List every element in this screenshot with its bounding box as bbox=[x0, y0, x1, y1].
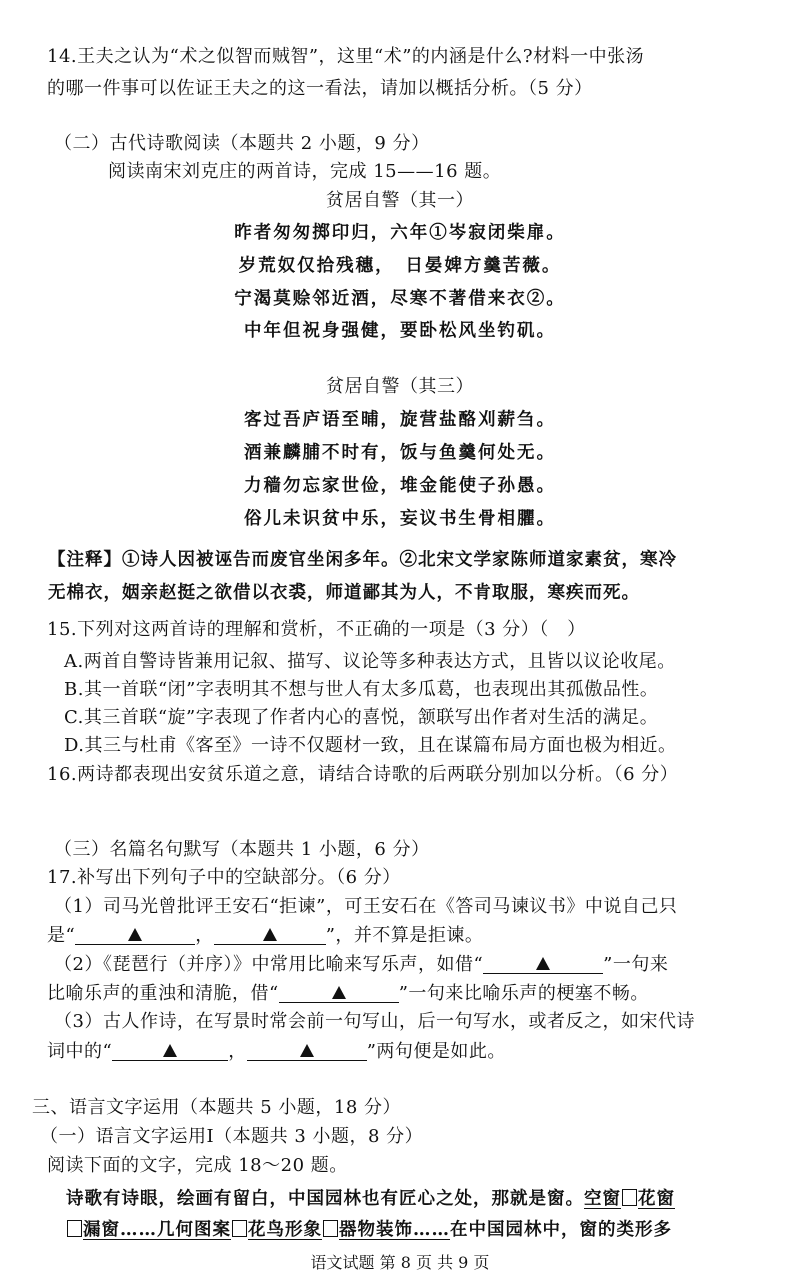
q17-blank-1[interactable] bbox=[75, 922, 195, 945]
q17-item1-text: ， bbox=[195, 925, 214, 946]
poem1-line: 昨者匆匆掷印归，六年①岑寂闭柴扉。 bbox=[234, 223, 566, 243]
passage-line1 bbox=[66, 1186, 675, 1212]
blank-box[interactable] bbox=[323, 1220, 338, 1237]
q17-item2-text: 比喻乐声的重浊和清脆，借“ bbox=[47, 983, 279, 1004]
part3-intro: 阅读下面的文字，完成 18～20 题。 bbox=[47, 1155, 348, 1176]
passage-text: 诗歌有诗眼，绘画有留白，中国园林也有匠心之处，那就是窗。 bbox=[66, 1189, 584, 1209]
note-line1: 【注释】①诗人因被诬告而废官坐闲多年。②北宋文学家陈师道家素贫，寒冷 bbox=[48, 550, 677, 570]
poem2-line: 酒兼麟脯不时有，饭与鱼羹何处无。 bbox=[244, 443, 556, 463]
poem1-line: 宁渴莫赊邻近酒，尽寒不著借来衣②。 bbox=[234, 289, 566, 309]
triangle-marker-icon bbox=[263, 928, 277, 941]
passage-underlined-text: 花窗 bbox=[638, 1189, 675, 1209]
q16-stem: 16.两诗都表现出安贫乐道之意，请结合诗歌的后两联分别加以分析。（6 分） bbox=[47, 764, 679, 785]
q17-item2-line2 bbox=[47, 980, 649, 1007]
poem1-line: 岁荒奴仅拾残穗， 日晏婢方羹苦薇。 bbox=[238, 256, 562, 276]
triangle-marker-icon bbox=[300, 1044, 314, 1057]
q14-line1: 14.王夫之认为“术之似智而贼智”，这里“术”的内涵是什么?材料一中张汤 bbox=[47, 46, 645, 67]
q17-blank-5[interactable] bbox=[112, 1038, 228, 1061]
triangle-marker-icon bbox=[536, 957, 550, 970]
q17-item2-text: （2）《琵琶行（并序）》中常用比喻来写乐声，如借“ bbox=[54, 954, 484, 975]
blank-box[interactable] bbox=[622, 1189, 637, 1206]
q17-item3-line2 bbox=[47, 1038, 506, 1065]
poem1-line: 中年但祝身强健，要卧松风坐钓矶。 bbox=[244, 321, 556, 341]
triangle-marker-icon bbox=[128, 928, 142, 941]
note-line2: 无棉衣，姻亲赵挺之欲借以衣裘，师道鄙其为人，不肯取服，寒疾而死。 bbox=[48, 583, 640, 603]
q17-item3-line1: （3）古人作诗，在写景时常会前一句写山，后一句写水，或者反之，如宋代诗 bbox=[54, 1011, 695, 1032]
passage-underlined-text: 空窗 bbox=[584, 1189, 621, 1209]
q17-item3-text: ”两句便是如此。 bbox=[366, 1041, 506, 1062]
q15-option-c: C.其三首联“旋”字表现了作者内心的喜悦，颔联写出作者对生活的满足。 bbox=[64, 707, 659, 728]
page-footer: 语文试题 第 8 页 共 9 页 bbox=[310, 1253, 490, 1272]
q17-item3-text: ， bbox=[228, 1041, 247, 1062]
triangle-marker-icon bbox=[332, 986, 346, 999]
poem1-title: 贫居自警（其一） bbox=[326, 190, 474, 211]
q15-stem: 15.下列对这两首诗的理解和赏析，不正确的一项是（3 分）（ ） bbox=[47, 619, 586, 640]
poem2-line: 客过吾庐语至晡，旋营盐酪刈薪刍。 bbox=[244, 410, 556, 430]
blank-box[interactable] bbox=[232, 1220, 247, 1237]
passage-underlined-text: 花鸟形象 bbox=[248, 1220, 322, 1240]
q14-line2: 的哪一件事可以佐证王夫之的这一看法，请加以概括分析。（5 分） bbox=[47, 78, 593, 99]
q17-item1-line2 bbox=[47, 922, 483, 949]
part3-subheading: （一）语言文字运用Ⅰ（本题共 3 小题，8 分） bbox=[40, 1126, 424, 1147]
poem2-line: 俗儿未识贫中乐，妄议书生骨相臞。 bbox=[244, 509, 556, 529]
q15-option-b: B.其一首联“闭”字表明其不想与世人有太多瓜葛，也表现出其孤傲品性。 bbox=[64, 679, 659, 700]
q15-option-a: A.两首自警诗皆兼用记叙、描写、议论等多种表达方式，且皆以议论收尾。 bbox=[64, 651, 676, 672]
part3-heading: 三、语言文字运用（本题共 5 小题，18 分） bbox=[32, 1097, 402, 1118]
section3-heading: （三）名篇名句默写（本题共 1 小题，6 分） bbox=[54, 839, 430, 860]
q17-item2-text: ”一句来 bbox=[603, 954, 669, 975]
q17-item2-line1 bbox=[54, 951, 668, 978]
q17-item1-text: ”，并不算是拒谏。 bbox=[325, 925, 484, 946]
section2-heading: （二）古代诗歌阅读（本题共 2 小题，9 分） bbox=[54, 133, 430, 154]
passage-underlined-text: 器物装饰…… bbox=[339, 1220, 450, 1240]
passage-text: 在中国园林中，窗的类形多 bbox=[450, 1220, 672, 1240]
section2-intro: 阅读南宋刘克庄的两首诗，完成 15——16 题。 bbox=[108, 161, 502, 182]
q17-item1-text: 是“ bbox=[47, 925, 76, 946]
poem2-title: 贫居自警（其三） bbox=[326, 376, 474, 397]
passage-line2 bbox=[66, 1217, 672, 1243]
q17-item2-text: ”一句来比喻乐声的梗塞不畅。 bbox=[398, 983, 649, 1004]
q17-item1-line1: （1）司马光曾批评王安石“拒谏”，可王安石在《答司马谏议书》中说自己只 bbox=[54, 896, 678, 917]
q17-item3-text: 词中的“ bbox=[47, 1041, 113, 1062]
q15-option-d: D.其三与杜甫《客至》一诗不仅题材一致，且在谋篇布局方面也极为相近。 bbox=[64, 735, 677, 756]
q17-blank-6[interactable] bbox=[247, 1038, 367, 1061]
q17-stem: 17.补写出下列句子中的空缺部分。（6 分） bbox=[47, 867, 401, 888]
q17-blank-2[interactable] bbox=[214, 922, 326, 945]
q17-blank-4[interactable] bbox=[279, 980, 399, 1003]
passage-underlined-text: 漏窗……几何图案 bbox=[83, 1220, 231, 1240]
blank-box[interactable] bbox=[67, 1220, 82, 1237]
q17-blank-3[interactable] bbox=[483, 951, 603, 974]
poem2-line: 力穑勿忘家世俭，堆金能使子孙愚。 bbox=[244, 476, 556, 496]
triangle-marker-icon bbox=[163, 1044, 177, 1057]
